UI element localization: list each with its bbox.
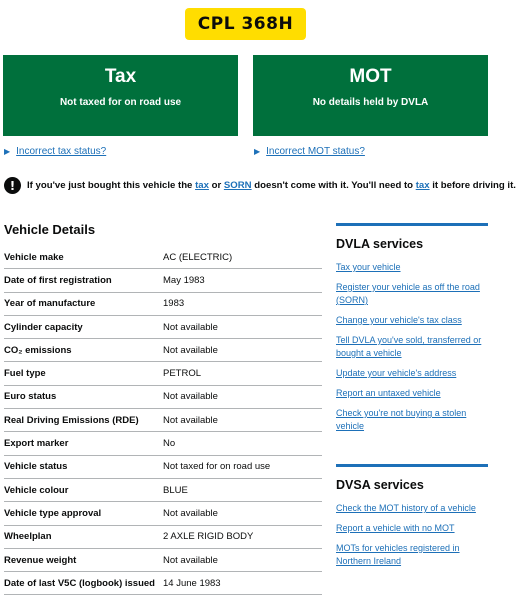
dvla-service-link[interactable]: Register your vehicle as off the road (SORN) [336, 282, 480, 305]
incorrect-tax-link[interactable]: Incorrect tax status? [16, 146, 107, 157]
row-label: Export marker [4, 438, 69, 450]
warning-text [4, 177, 516, 194]
row-label: Date of first registration [4, 274, 112, 286]
row-value: Not available [163, 414, 218, 426]
row-label: Cylinder capacity [4, 321, 83, 333]
row-label: Wheelplan [4, 531, 52, 543]
row-label: Real Driving Emissions (RDE) [4, 414, 139, 426]
triangle-right-icon: ▶ [4, 147, 11, 156]
dvsa-services-heading: DVSA services [336, 478, 424, 492]
dvla-service-link[interactable]: Tax your vehicle [336, 262, 401, 272]
row-label: CO₂ emissions [4, 344, 72, 356]
table-row [4, 526, 322, 549]
mot-panel-status: No details held by DVLA [312, 97, 429, 108]
incorrect-mot-details[interactable] [254, 146, 365, 157]
row-label: Fuel type [4, 368, 46, 380]
table-row [4, 549, 322, 572]
registration-plate: CPL 368H [185, 8, 306, 40]
warning-message: If you've just bought this vehicle the tax or SORN doesn't come with it. You'll need to tax it before driving it. [27, 180, 516, 191]
row-label: Date of last V5C (logbook) issued [4, 577, 155, 589]
row-label: Euro status [4, 391, 57, 403]
row-value: Not taxed for on road use [163, 461, 271, 473]
table-row [4, 502, 322, 525]
row-label: Vehicle status [4, 461, 68, 473]
dvla-services-box [336, 223, 488, 440]
table-row [4, 339, 322, 362]
sorn-link[interactable]: SORN [223, 180, 252, 191]
row-value: 2 AXLE RIGID BODY [163, 531, 254, 543]
row-value: Not available [163, 554, 218, 566]
dvla-service-link[interactable]: Tell DVLA you've sold, transferred or bought a vehicle [336, 335, 482, 358]
row-label: Revenue weight [4, 554, 77, 566]
dvsa-services-box [336, 464, 488, 575]
row-value: BLUE [163, 484, 188, 496]
row-label: Year of manufacture [4, 298, 96, 310]
table-row [4, 479, 322, 502]
dvla-service-link[interactable]: Check you're not buying a stolen vehicle [336, 408, 467, 431]
table-row [4, 572, 322, 595]
exclamation-icon: ! [4, 177, 21, 194]
table-row [4, 409, 322, 432]
table-row [4, 456, 322, 479]
dvsa-service-link[interactable]: MOTs for vehicles registered in Northern Ireland [336, 543, 460, 566]
incorrect-mot-link[interactable]: Incorrect MOT status? [266, 146, 365, 157]
dvsa-service-link[interactable]: Check the MOT history of a vehicle [336, 503, 476, 513]
tax-link-2[interactable]: tax [415, 180, 430, 191]
mot-panel-title: MOT [349, 66, 392, 87]
row-label: Vehicle colour [4, 484, 69, 496]
table-row [4, 432, 322, 455]
row-value: No [163, 438, 176, 450]
tax-link[interactable]: tax [195, 180, 209, 191]
table-row [4, 269, 322, 292]
row-value: AC (ELECTRIC) [163, 251, 233, 263]
incorrect-tax-details[interactable] [4, 146, 106, 157]
row-label: Vehicle type approval [4, 507, 102, 519]
dvla-service-link[interactable]: Change your vehicle's tax class [336, 315, 462, 325]
table-row [4, 293, 322, 316]
dvsa-service-link[interactable]: Report a vehicle with no MOT [336, 523, 455, 533]
dvsa-services-links [336, 502, 488, 568]
tax-panel-status: Not taxed for on road use [59, 97, 182, 108]
mot-status-panel [253, 55, 488, 136]
table-row [4, 386, 322, 409]
row-value: 14 June 1983 [163, 577, 221, 589]
vehicle-details-heading: Vehicle Details [4, 222, 96, 237]
row-value: Not available [163, 507, 218, 519]
row-value: PETROL [163, 368, 202, 380]
triangle-right-icon: ▶ [254, 147, 261, 156]
row-value: May 1983 [163, 274, 205, 286]
table-row [4, 362, 322, 385]
dvla-service-link[interactable]: Report an untaxed vehicle [336, 388, 441, 398]
tax-panel-title: Tax [104, 66, 137, 87]
dvla-services-links [336, 261, 488, 433]
tax-status-panel [3, 55, 238, 136]
table-row [4, 316, 322, 339]
dvla-services-heading: DVLA services [336, 237, 424, 251]
table-row [4, 246, 322, 269]
row-value: 1983 [163, 298, 185, 310]
row-value: Not available [163, 344, 218, 356]
vehicle-details-table [4, 246, 322, 595]
row-value: Not available [163, 321, 218, 333]
row-value: Not available [163, 391, 218, 403]
dvla-service-link[interactable]: Update your vehicle's address [336, 368, 457, 378]
row-label: Vehicle make [4, 251, 64, 263]
